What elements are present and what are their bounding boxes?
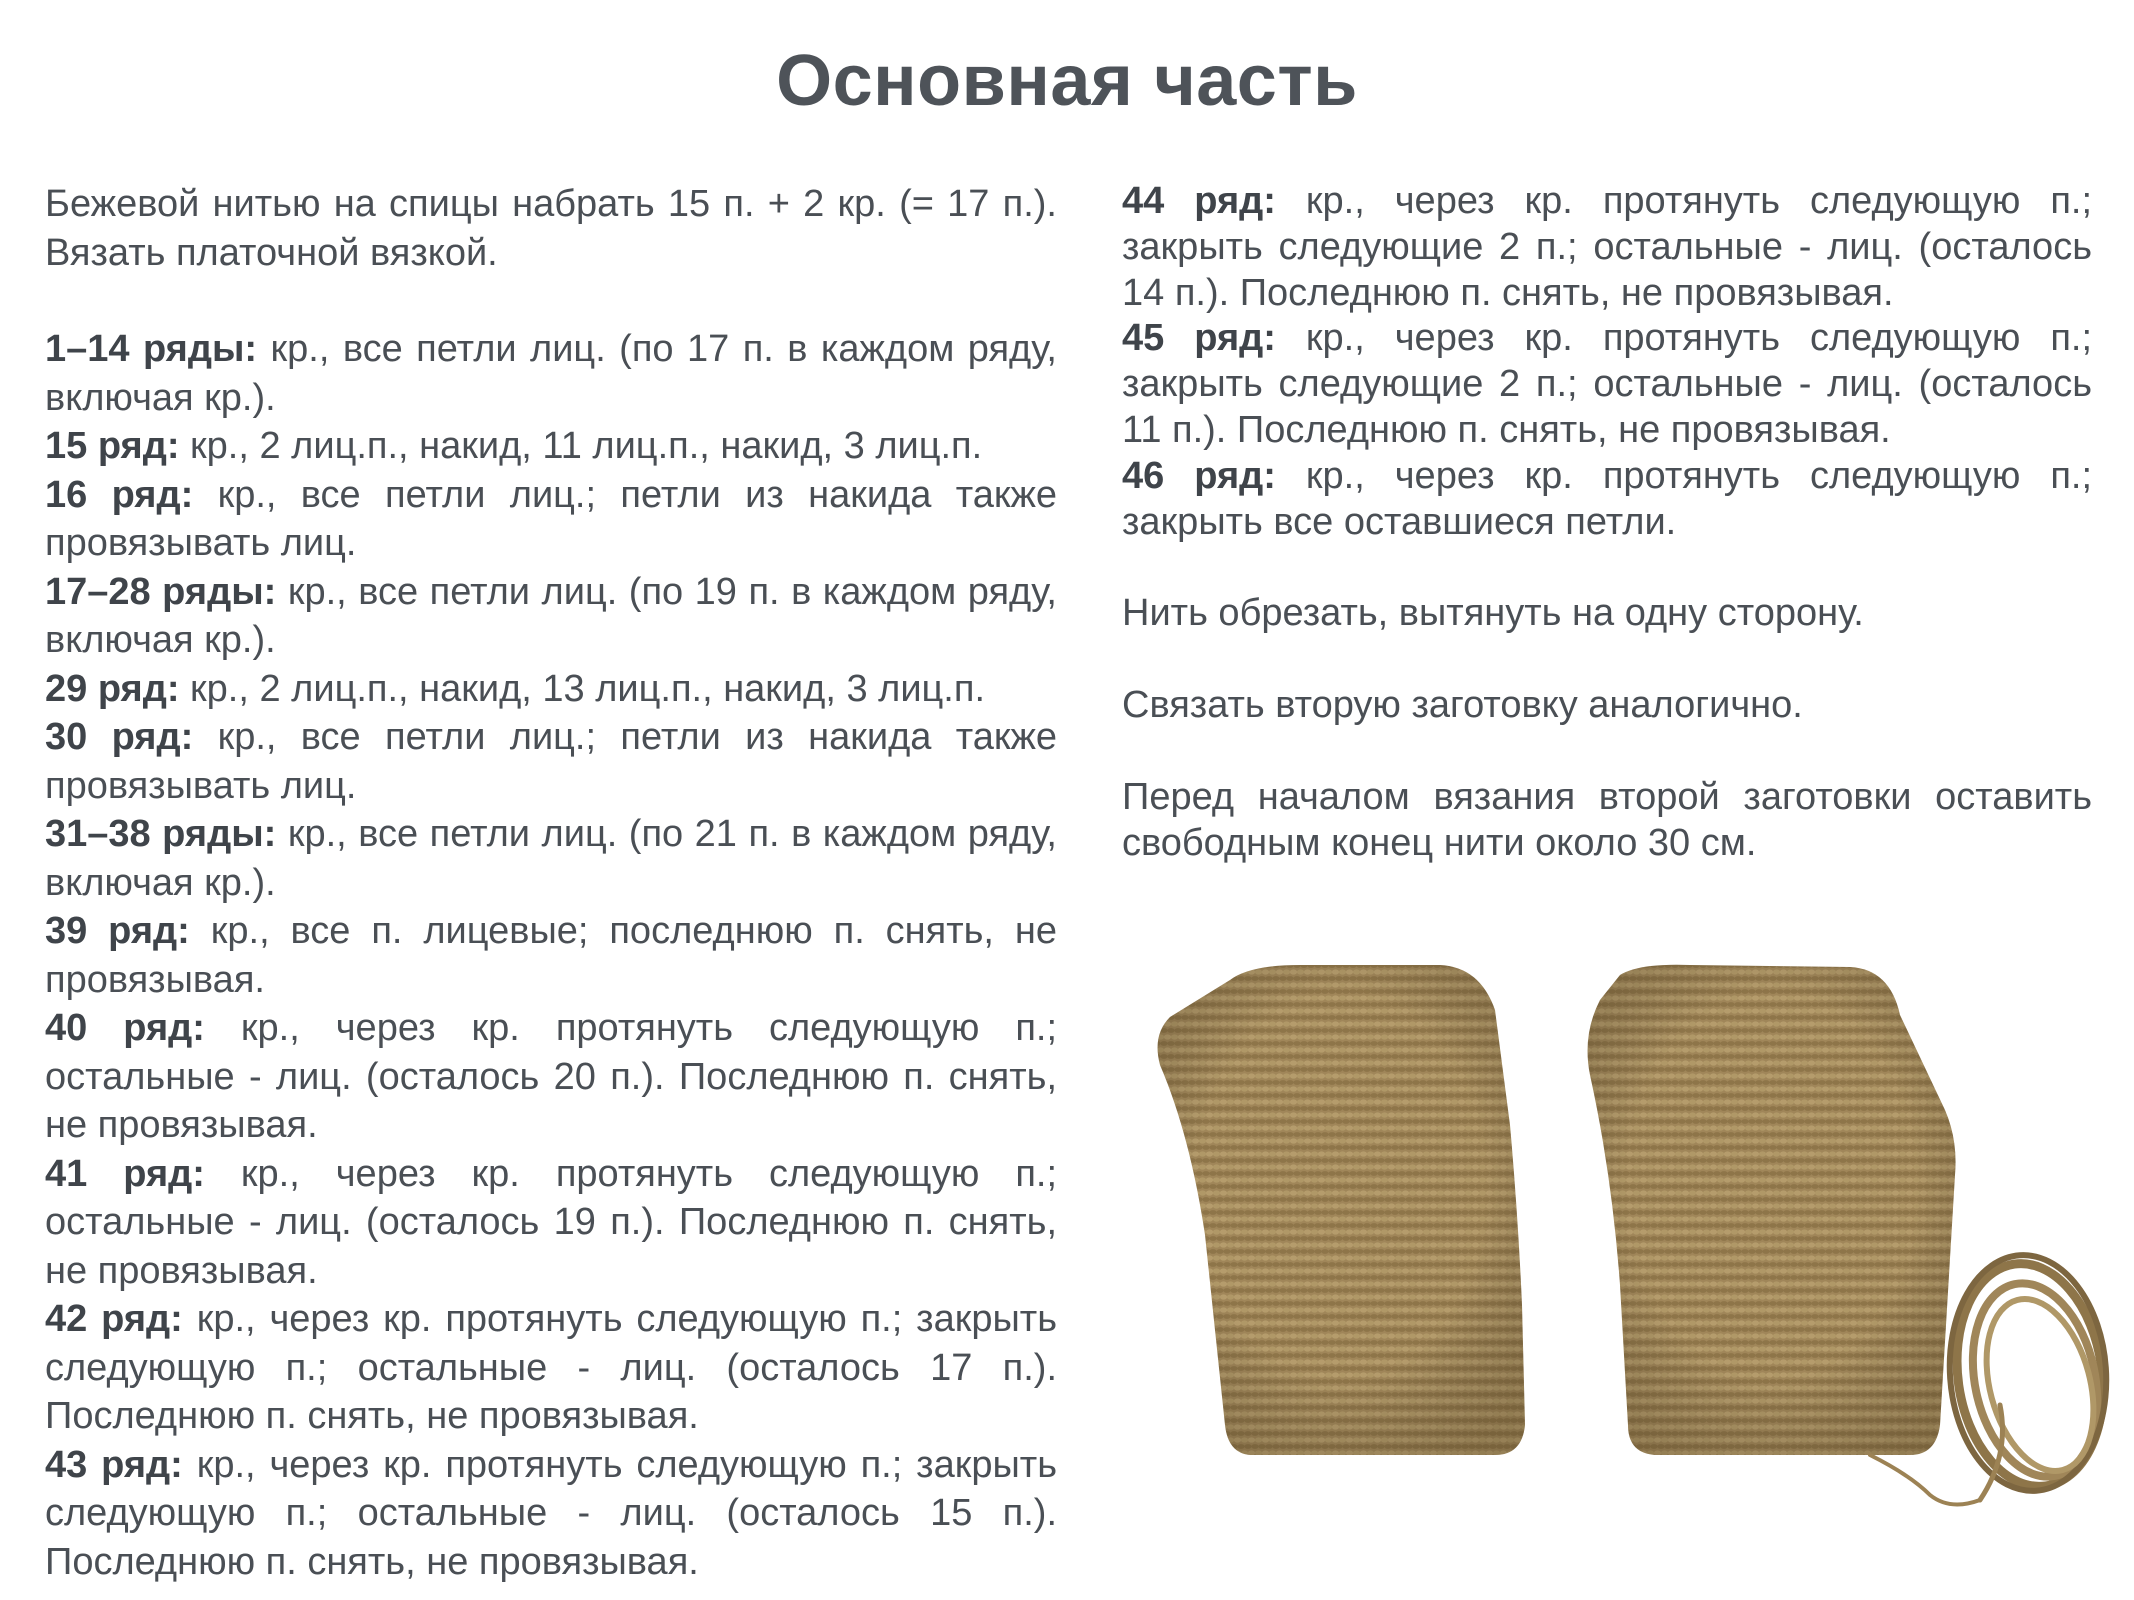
- row-label: 40 ряд:: [45, 1007, 205, 1049]
- row-text: кр., через кр. протянуть следующую п.; закрыть следующие 2 п.; остальные - лиц. (осталось 14 п.). Последнюю п. снять, не провязывая.: [1122, 180, 2093, 314]
- row-instruction-41: [45, 1150, 1057, 1296]
- row-instruction-15: [45, 422, 1057, 471]
- row-label: 15 ряд:: [45, 425, 180, 467]
- row-text: кр., 2 лиц.п., накид, 13 лиц.п., накид, 3 лиц.п.: [179, 667, 985, 710]
- row-text: кр., все п. лицевые; последнюю п. снять, не провязывая.: [45, 910, 1058, 1001]
- row-label: 39 ряд:: [45, 910, 190, 952]
- row-label: 1–14 ряды:: [45, 328, 258, 370]
- spacer: [1122, 637, 2092, 683]
- row-instruction-43: [45, 1441, 1057, 1587]
- intro-paragraph: Бежевой нитью на спицы набрать 15 п. + 2 кр. (= 17 п.). Вязать платочной вязкой.: [45, 183, 1057, 274]
- row-label: 43 ряд:: [45, 1443, 183, 1486]
- page-title: Основная часть: [776, 41, 1358, 121]
- row-text: кр., все петли лиц. (по 17 п. в каждом ряду, включая кр.).: [45, 328, 1057, 419]
- row-instruction-16: [45, 471, 1057, 568]
- row-label: 41 ряд:: [45, 1152, 205, 1195]
- spacer: [1122, 729, 2092, 775]
- row-instruction-40: [45, 1004, 1057, 1150]
- row-label: 44 ряд:: [1122, 180, 1276, 222]
- row-text: кр., через кр. протянуть следующую п.; закрыть следующую п.; остальные - лиц. (осталось 15 п.). Последнюю п. снять, не провязывая.: [45, 1443, 1057, 1583]
- row-instruction-46: [1122, 454, 2092, 546]
- row-text: кр., через кр. протянуть следующую п.; остальные - лиц. (осталось 19 п.). Последнюю п. снять, не провязывая.: [45, 1152, 1058, 1292]
- row-label: 46 ряд:: [1122, 454, 1276, 497]
- row-label: 45 ряд:: [1122, 317, 1276, 360]
- row-text: кр., все петли лиц. (по 19 п. в каждом ряду, включая кр.).: [45, 570, 1057, 661]
- row-instruction-31-38: [45, 810, 1057, 907]
- row-text: кр., все петли лиц.; петли из накида также провязывать лиц.: [45, 716, 1058, 807]
- knitted-pieces-photo: [1150, 955, 2134, 1515]
- row-instruction-30: [45, 713, 1057, 810]
- row-label: 31–38 ряды:: [45, 813, 277, 855]
- row-instruction-29: [45, 665, 1057, 714]
- row-label: 29 ряд:: [45, 667, 180, 710]
- knitted-piece-right: [1588, 965, 1956, 1455]
- spacer: [1122, 545, 2092, 591]
- row-label: 17–28 ряды:: [45, 570, 277, 613]
- row-text: кр., через кр. протянуть следующую п.; закрыть все оставшиеся петли.: [1122, 454, 2093, 543]
- row-text: кр., 2 лиц.п., накид, 11 лиц.п., накид, 3 лиц.п.: [179, 425, 983, 467]
- row-label: 30 ряд:: [45, 716, 194, 758]
- row-text: кр., через кр. протянуть следующую п.; остальные - лиц. (осталось 20 п.). Последнюю п. снять, не провязывая.: [45, 1007, 1058, 1146]
- row-text: кр., все петли лиц. (по 21 п. в каждом ряду, включая кр.).: [45, 813, 1057, 904]
- row-text: кр., все петли лиц.; петли из накида также провязывать лиц.: [45, 473, 1058, 564]
- row-instruction-44: [1122, 179, 2092, 316]
- cut-yarn-paragraph: Нить обрезать, вытянуть на одну сторону.: [1122, 592, 1864, 635]
- knitted-piece-left: [1158, 965, 1525, 1455]
- row-instruction-17-28: [45, 568, 1057, 665]
- row-instruction-1-14: [45, 325, 1057, 422]
- row-label: 42 ряд:: [45, 1298, 183, 1340]
- row-instruction-42: [45, 1295, 1057, 1441]
- row-instruction-45: [1122, 316, 2092, 453]
- row-instruction-39: [45, 907, 1057, 1004]
- row-label: 16 ряд:: [45, 473, 194, 516]
- row-text: кр., через кр. протянуть следующую п.; закрыть следующую п.; остальные - лиц. (осталось 17 п.). Последнюю п. снять, не провязывая.: [45, 1298, 1057, 1437]
- second-piece-paragraph: Связать вторую заготовку аналогично.: [1122, 684, 1803, 727]
- row-text: кр., через кр. протянуть следующую п.; закрыть следующие 2 п.; остальные - лиц. (осталось 11 п.). Последнюю п. снять, не провязывая.: [1122, 317, 2093, 451]
- before-second-paragraph: Перед началом вязания второй заготовки оставить свободным конец нити около 30 см.: [1122, 775, 2092, 864]
- spacer: [45, 277, 1057, 325]
- left-column: [45, 180, 1057, 1586]
- right-column: [1122, 179, 2092, 867]
